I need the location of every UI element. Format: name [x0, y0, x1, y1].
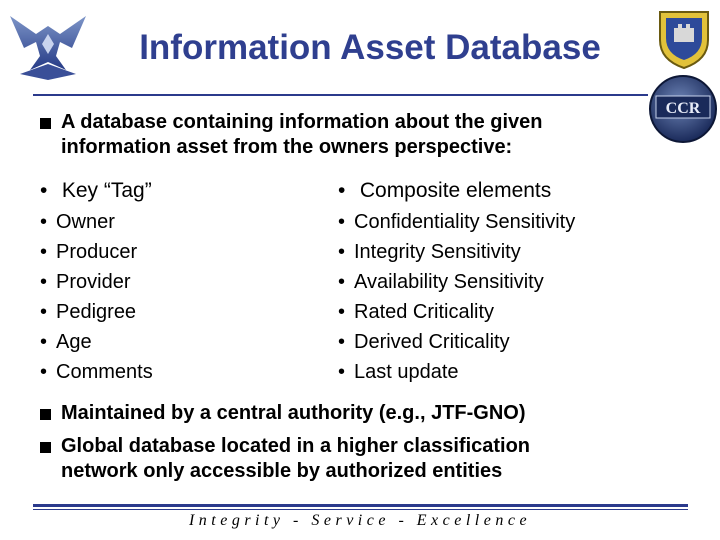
list-item: • Last update — [338, 361, 459, 383]
footer-divider — [33, 504, 688, 507]
footer-motto: Integrity - Service - Excellence — [188, 512, 532, 529]
list-item: • Availability Sensitivity — [338, 271, 544, 293]
composite-elements-heading: • Composite elements — [338, 179, 552, 202]
composite-elements-column — [338, 175, 575, 387]
list-item: • Pedigree — [40, 301, 137, 323]
key-tag-column — [40, 175, 153, 387]
global-database-point — [61, 434, 530, 484]
ccr-badge-icon — [648, 74, 718, 144]
square-bullet-icon — [40, 442, 51, 453]
list-item: • Provider — [40, 271, 131, 293]
ccr-badge-label: CCR — [665, 100, 701, 117]
list-item: • Confidentiality Sensitivity — [338, 211, 576, 233]
list-item: • Integrity Sensitivity — [338, 241, 521, 263]
intro-line-1: A database containing information about the given — [61, 111, 543, 133]
square-bullet-icon — [40, 409, 51, 420]
list-item: • Owner — [40, 211, 115, 233]
intro-text — [61, 110, 543, 160]
list-item: • Comments — [40, 361, 153, 383]
central-authority-point: Maintained by a central authority (e.g., JTF-GNO) — [61, 402, 526, 424]
footer-divider-thin — [33, 509, 688, 510]
global-database-line-2: network only accessible by authorized entities — [61, 460, 503, 482]
square-bullet-icon — [40, 118, 51, 129]
global-database-line-1: Global database located in a higher classification — [61, 435, 531, 457]
list-item: • Derived Criticality — [338, 331, 510, 353]
unit-crest-icon — [652, 6, 716, 70]
list-item: • Producer — [40, 241, 138, 263]
list-item: • Age — [40, 331, 92, 353]
air-force-wings-icon — [6, 4, 90, 82]
key-tag-heading: • Key “Tag” — [40, 179, 152, 202]
title-divider — [33, 94, 648, 96]
page-title: Information Asset Database — [139, 28, 601, 67]
intro-line-2: information asset from the owners perspective: — [61, 136, 513, 158]
list-item: • Rated Criticality — [338, 301, 495, 323]
